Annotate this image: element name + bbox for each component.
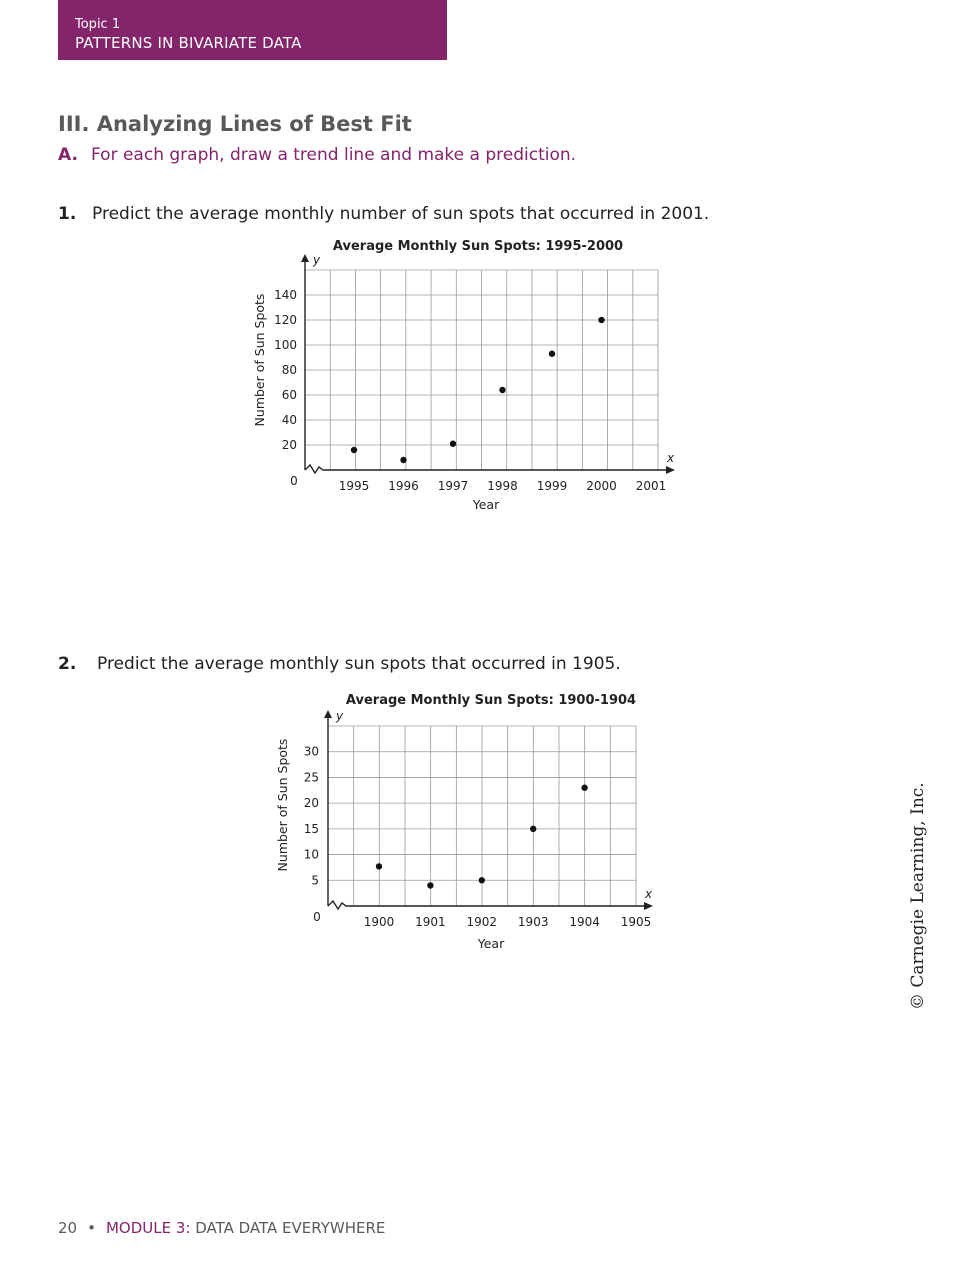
x-axis-letter: x (667, 451, 675, 465)
x-tick-label: 2001 (635, 479, 667, 493)
y-axis-arrow (324, 710, 332, 718)
x-tick-label: 1904 (569, 915, 600, 929)
x-axis-arrow (644, 902, 653, 910)
section-title: III. Analyzing Lines of Best Fit (58, 112, 412, 136)
y-tick-label: 140 (274, 288, 297, 302)
data-point (530, 826, 536, 832)
footer-separator: • (87, 1219, 96, 1237)
question-number: 2. (58, 654, 77, 674)
y-axis-label: Number of Sun Spots (252, 293, 267, 427)
footer (58, 1219, 385, 1237)
y-tick-label: 15 (303, 821, 319, 836)
module-label: MODULE 3: (105, 1219, 191, 1237)
y-tick-label: 80 (281, 363, 297, 377)
x-axis-letter: x (645, 887, 653, 901)
y-axis-label: Number of Sun Spots (275, 738, 290, 872)
x-axis-label: Year (477, 936, 505, 951)
x-tick-label: 1900 (363, 915, 395, 929)
y-tick-label: 60 (281, 388, 297, 402)
data-point (581, 785, 587, 791)
x-tick-label: 1902 (466, 915, 498, 929)
topic-title: PATTERNS IN BIVARIATE DATA (75, 34, 302, 52)
y-tick-label: 120 (274, 313, 297, 327)
x-tick-label: 1996 (388, 479, 419, 493)
question-text: Predict the average monthly number of sun spots that occurred in 2001. (92, 204, 710, 224)
instruction-text: For each graph, draw a trend line and make a prediction. (91, 145, 577, 165)
y-tick-label: 5 (311, 873, 319, 888)
x-tick-label: 1995 (338, 479, 370, 493)
y-axis-letter: y (336, 709, 344, 723)
topic-label: Topic 1 (75, 17, 121, 32)
origin-label: 0 (313, 910, 321, 924)
y-tick-label: 25 (303, 770, 319, 785)
page-number: 20 (58, 1219, 78, 1237)
x-axis-label: Year (472, 497, 500, 512)
x-tick-label: 2000 (586, 479, 617, 493)
x-tick-label: 1905 (620, 915, 652, 929)
data-point (376, 863, 382, 869)
question-number: 1. (58, 204, 77, 224)
y-tick-label: 40 (281, 413, 297, 427)
y-axis-letter: y (313, 253, 321, 267)
chart-title: Average Monthly Sun Spots: 1900-1904 (345, 693, 637, 708)
x-tick-label: 1903 (517, 915, 549, 929)
copyright: © Carnegie Learning, Inc. (908, 782, 928, 1010)
data-point (479, 877, 485, 883)
chart-title: Average Monthly Sun Spots: 1995-2000 (332, 239, 624, 254)
instruction-letter: A. (58, 145, 78, 165)
y-tick-label: 100 (274, 338, 297, 352)
data-point (427, 882, 433, 888)
x-tick-label: 1998 (487, 479, 518, 493)
x-axis (328, 901, 648, 909)
x-tick-label: 1997 (437, 479, 469, 493)
y-tick-label: 20 (281, 438, 297, 452)
x-tick-label: 1999 (536, 479, 568, 493)
origin-label: 0 (290, 474, 298, 488)
module-title: DATA DATA EVERYWHERE (195, 1219, 386, 1237)
question-text: Predict the average monthly sun spots that occurred in 1905. (97, 654, 621, 674)
y-tick-label: 20 (303, 796, 319, 811)
y-tick-label: 10 (303, 847, 319, 862)
y-tick-label: 30 (303, 744, 319, 759)
x-tick-label: 1901 (415, 915, 446, 929)
